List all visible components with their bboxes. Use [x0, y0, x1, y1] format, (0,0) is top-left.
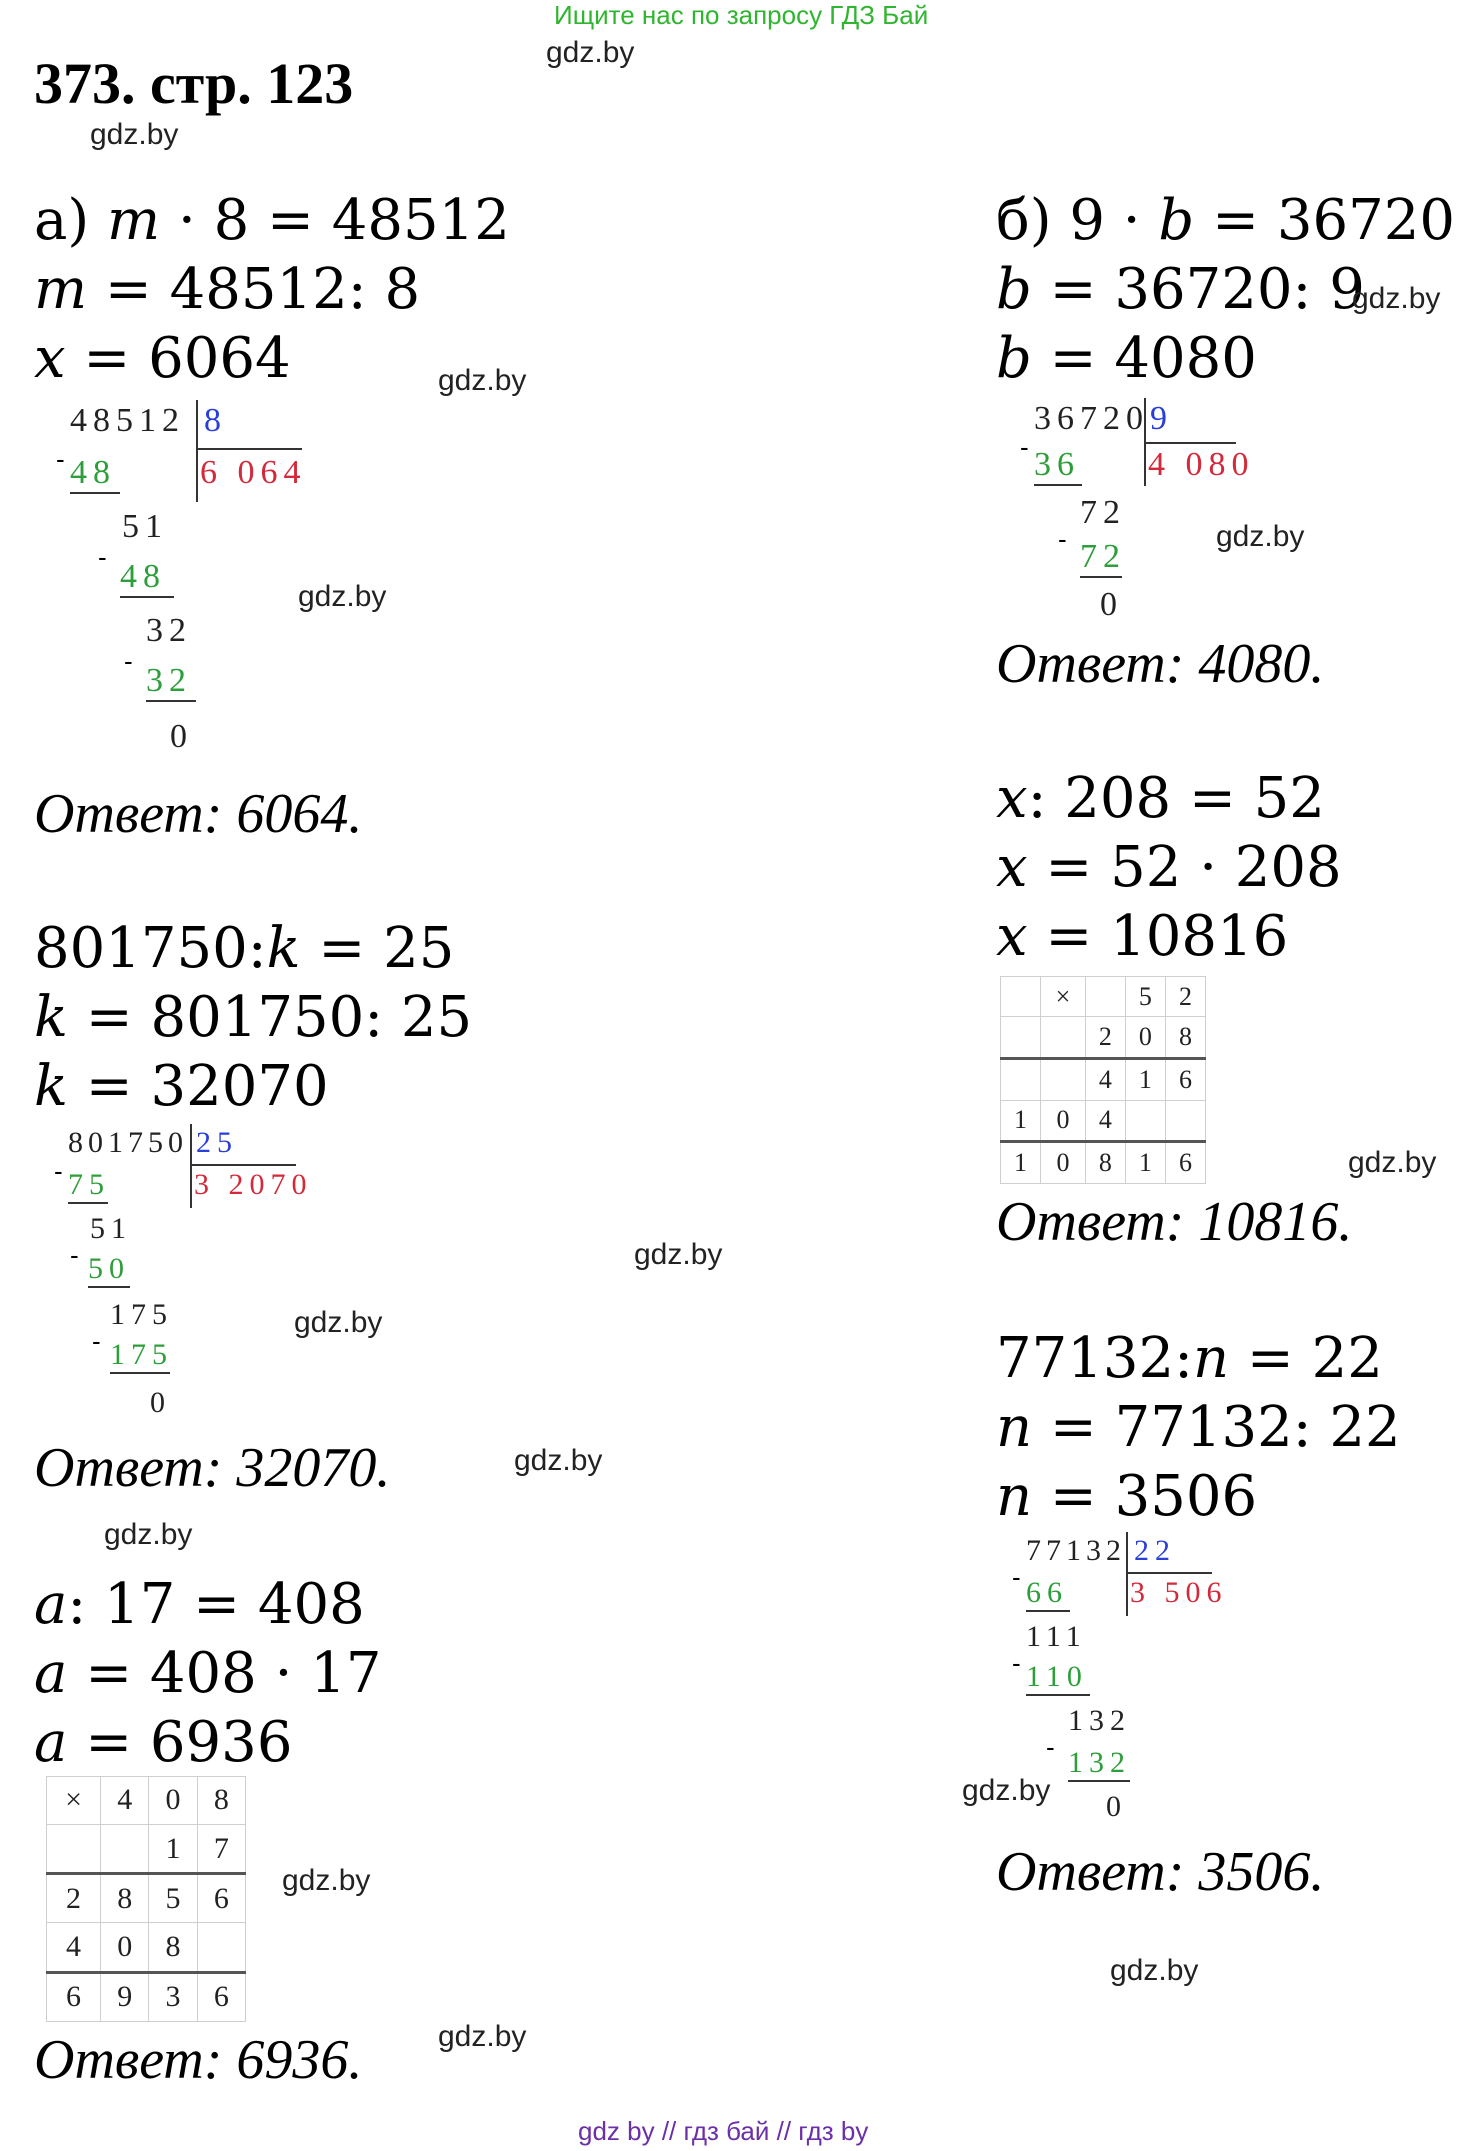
- mult-cell: 0: [149, 1777, 197, 1825]
- watermark: gdz.by: [634, 1238, 723, 1271]
- division-step: 36: [1034, 446, 1082, 486]
- mult-cell: 1: [1001, 1100, 1041, 1142]
- dividend: 77132: [1026, 1534, 1126, 1567]
- division-remainder: 0: [170, 718, 193, 755]
- division-step: 51: [90, 1212, 132, 1245]
- task-e-answer: Ответ: 6936.: [34, 2029, 363, 2091]
- watermark: gdz.by: [514, 1444, 603, 1477]
- task-f-line-1: 77132:n = 22: [996, 1326, 1383, 1391]
- watermark: gdz.by: [1352, 282, 1441, 315]
- mult-cell: [1165, 1100, 1205, 1142]
- divisor: 25: [196, 1126, 238, 1159]
- division-step: 72: [1080, 538, 1122, 578]
- multiplication-table-e: [46, 1776, 246, 2022]
- task-d-line-1: x: 208 = 52: [996, 766, 1325, 831]
- mult-cell: [1041, 1059, 1086, 1101]
- mult-cell: [1001, 1059, 1041, 1101]
- watermark: gdz.by: [282, 1864, 371, 1897]
- division-step: 132: [1068, 1746, 1130, 1782]
- task-f-answer: Ответ: 3506.: [996, 1841, 1325, 1903]
- division-step: 132: [1068, 1704, 1131, 1737]
- mult-cell: 3: [149, 1972, 197, 2021]
- dividend: 48512: [70, 402, 185, 439]
- watermark: gdz.by: [438, 2020, 527, 2053]
- mult-cell: 0: [1041, 1100, 1086, 1142]
- mult-cell: 4: [1085, 1059, 1125, 1101]
- task-d-equations: [996, 764, 1342, 971]
- mult-cell: 1: [1125, 1059, 1165, 1101]
- task-d-answer: Ответ: 10816.: [996, 1191, 1353, 1253]
- watermark: gdz.by: [298, 580, 387, 613]
- division-step: 32: [146, 612, 192, 649]
- watermark: gdz.by: [546, 36, 635, 69]
- mult-cell: 6: [197, 1874, 245, 1923]
- dividend: 36720: [1034, 400, 1149, 437]
- task-c-line-1: 801750:k = 25: [34, 916, 455, 981]
- mult-cell: [197, 1923, 245, 1972]
- task-f-equations: [996, 1324, 1401, 1531]
- division-step: 48: [70, 454, 120, 494]
- task-c-line-2: k = 801750: 25: [34, 985, 473, 1050]
- divisor: 9: [1150, 400, 1173, 437]
- task-e-equations: [34, 1570, 381, 1777]
- task-a-line-2: m = 48512: 8: [34, 257, 421, 322]
- mult-cell: 4: [101, 1777, 149, 1825]
- mult-cell: 8: [1085, 1142, 1125, 1184]
- task-e-line-1: a: 17 = 408: [34, 1572, 365, 1637]
- task-c-answer: Ответ: 32070.: [34, 1437, 391, 1499]
- mult-cell: 4: [47, 1923, 101, 1972]
- quotient: 3 506: [1130, 1576, 1228, 1609]
- divisor: 8: [204, 402, 227, 439]
- mult-cell: 0: [1125, 1017, 1165, 1059]
- mult-cell: 1: [149, 1824, 197, 1873]
- times-sign: ×: [47, 1777, 101, 1825]
- division-remainder: 0: [1100, 586, 1123, 623]
- quotient: 3 2070: [194, 1168, 313, 1201]
- task-c-equations: [34, 914, 472, 1121]
- watermark: gdz.by: [90, 118, 179, 151]
- mult-cell: 8: [101, 1874, 149, 1923]
- mult-cell: [1001, 977, 1041, 1017]
- task-b-line-3: b = 4080: [996, 326, 1257, 391]
- division-step: 50: [88, 1252, 130, 1288]
- divisor: 22: [1134, 1534, 1176, 1567]
- mult-cell: [47, 1824, 101, 1873]
- division-step: 75: [68, 1168, 108, 1204]
- dividend: 801750: [68, 1126, 188, 1159]
- task-a-line-3: x = 6064: [34, 326, 291, 391]
- mult-cell: 5: [149, 1874, 197, 1923]
- watermark: gdz.by: [1216, 520, 1305, 553]
- mult-cell: 6: [47, 1972, 101, 2021]
- division-step: 32: [146, 662, 196, 702]
- watermark: gdz.by: [962, 1774, 1051, 1807]
- watermark: gdz.by: [1348, 1146, 1437, 1179]
- division-step: 110: [1026, 1660, 1090, 1696]
- search-hint-banner: Ищите нас по запросу ГДЗ Бай: [554, 0, 929, 30]
- division-step: 175: [110, 1298, 173, 1331]
- watermark: gdz.by: [438, 364, 527, 397]
- task-e-line-2: a = 408 · 17: [34, 1641, 382, 1706]
- multiplication-table-d: [1000, 976, 1206, 1184]
- division-step: 51: [122, 508, 168, 545]
- mult-cell: 9: [101, 1972, 149, 2021]
- task-b-line-2: b = 36720: 9: [996, 257, 1365, 322]
- task-f-line-2: n = 77132: 22: [996, 1395, 1401, 1460]
- mult-cell: 1: [1001, 1142, 1041, 1184]
- mult-cell: [1001, 1017, 1041, 1059]
- mult-cell: 2: [1165, 977, 1205, 1017]
- task-f-line-3: n = 3506: [996, 1464, 1258, 1529]
- mult-cell: 8: [149, 1923, 197, 1972]
- task-c-line-3: k = 32070: [34, 1054, 329, 1119]
- mult-cell: 8: [1165, 1017, 1205, 1059]
- mult-cell: 7: [197, 1824, 245, 1873]
- task-a-answer: Ответ: 6064.: [34, 783, 363, 845]
- watermark: gdz.by: [294, 1306, 383, 1339]
- task-b-line-1: б) 9 · b = 36720: [996, 188, 1455, 253]
- division-step: 111: [1026, 1620, 1087, 1653]
- quotient: 6 064: [200, 454, 307, 491]
- footer-links: gdz by // гдз бай // гдз by: [578, 2116, 869, 2146]
- task-e-line-3: a = 6936: [34, 1710, 293, 1775]
- task-d-line-3: x = 10816: [996, 904, 1289, 969]
- task-a-line-1: а) m · 8 = 48512: [34, 188, 510, 253]
- division-step: 66: [1026, 1576, 1070, 1612]
- mult-cell: [1041, 1017, 1086, 1059]
- watermark: gdz.by: [1110, 1954, 1199, 1987]
- mult-cell: 4: [1085, 1100, 1125, 1142]
- page-title: 373. стр. 123: [34, 51, 354, 116]
- division-step: 48: [120, 558, 174, 598]
- mult-cell: 0: [1041, 1142, 1086, 1184]
- mult-cell: [1125, 1100, 1165, 1142]
- mult-cell: 2: [47, 1874, 101, 1923]
- times-sign: ×: [1041, 977, 1086, 1017]
- mult-cell: 5: [1125, 977, 1165, 1017]
- task-b-answer: Ответ: 4080.: [996, 633, 1325, 695]
- mult-cell: 0: [101, 1923, 149, 1972]
- mult-cell: 1: [1125, 1142, 1165, 1184]
- division-remainder: 0: [1106, 1790, 1127, 1823]
- mult-cell: 6: [1165, 1059, 1205, 1101]
- mult-cell: 6: [1165, 1142, 1205, 1184]
- mult-cell: 6: [197, 1972, 245, 2021]
- division-step: 72: [1080, 494, 1126, 531]
- mult-cell: 2: [1085, 1017, 1125, 1059]
- mult-cell: 8: [197, 1777, 245, 1825]
- quotient: 4 080: [1148, 446, 1255, 483]
- task-d-line-2: x = 52 · 208: [996, 835, 1342, 900]
- watermark: gdz.by: [104, 1518, 193, 1551]
- mult-cell: [101, 1824, 149, 1873]
- division-step: 175: [110, 1338, 170, 1374]
- division-remainder: 0: [150, 1386, 171, 1419]
- task-a-equations: [34, 186, 510, 393]
- mult-cell: [1085, 977, 1125, 1017]
